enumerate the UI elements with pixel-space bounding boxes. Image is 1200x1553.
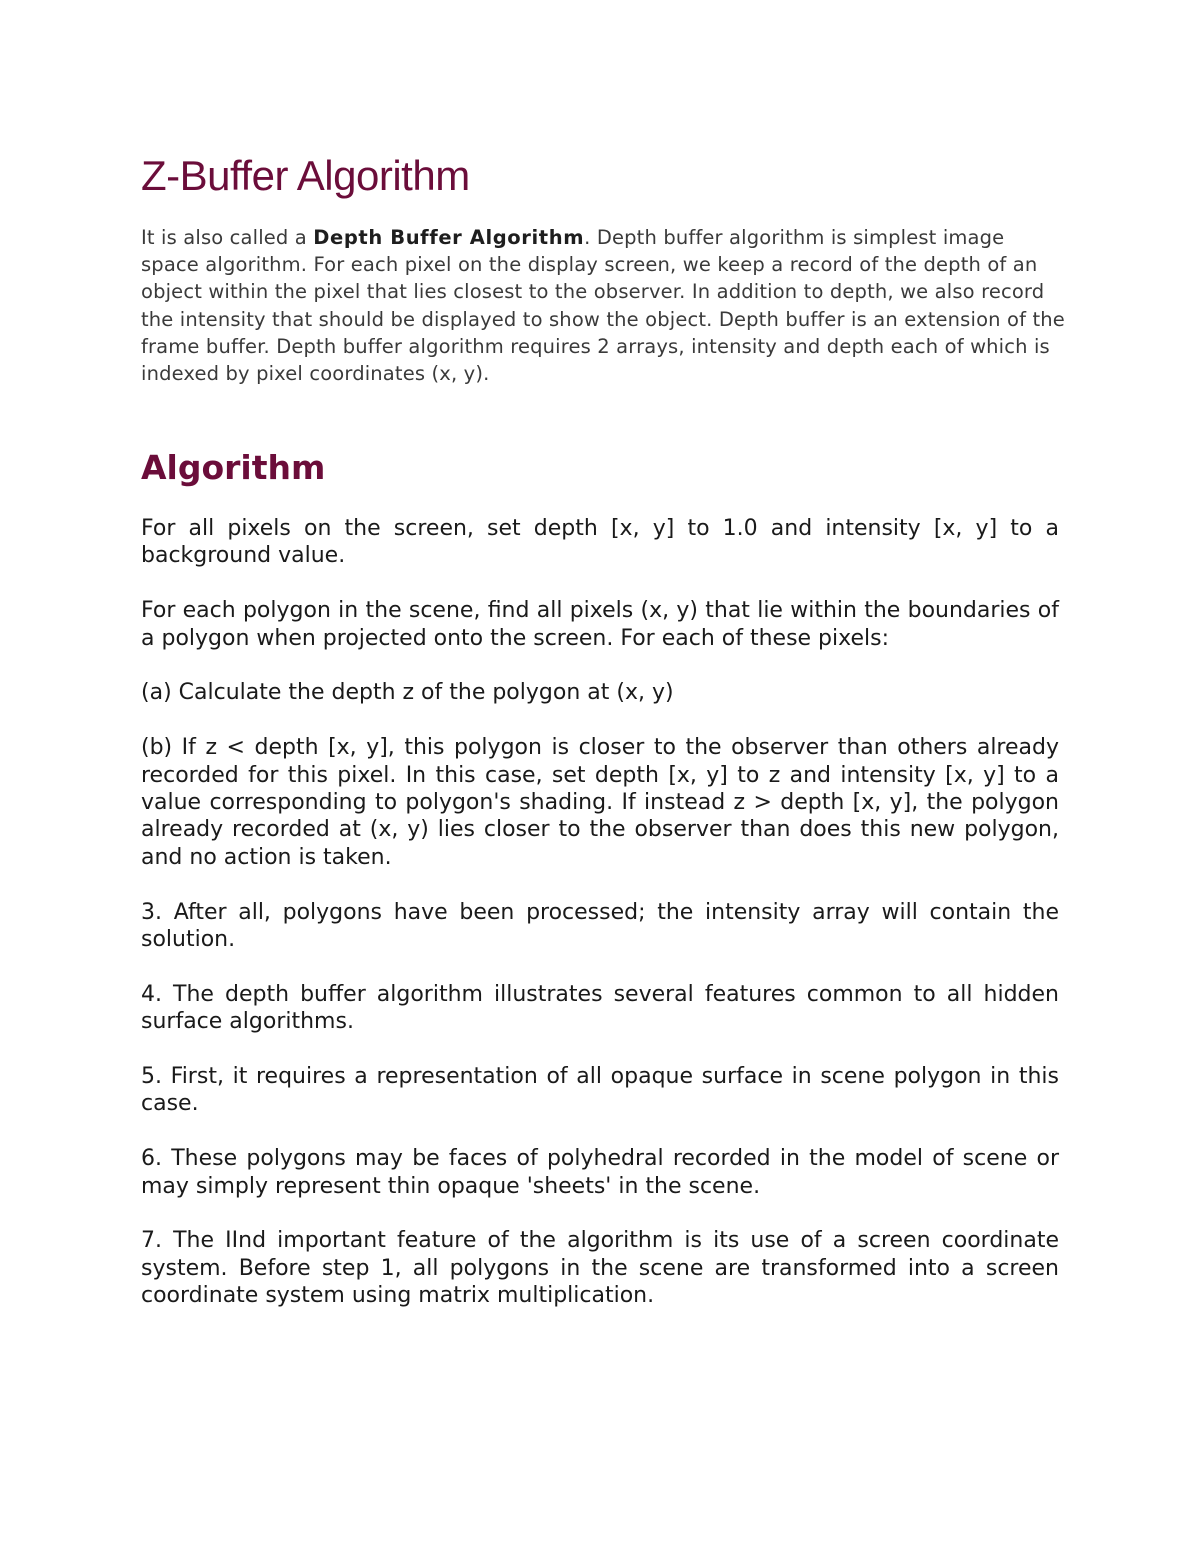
intro-prefix: It is also called a xyxy=(141,226,314,249)
algorithm-point-6: 6. These polygons may be faces of polyhedral recorded in the model of scene or may simply represent thin opaque 'sheets' in the scene. xyxy=(141,1146,1059,1199)
intro-bold-term: Depth Buffer Algorithm xyxy=(313,226,585,249)
algorithm-paragraph-2: For each polygon in the scene, find all pixels (x, y) that lie within the boundaries of a polygon when projected onto the screen. For each of these pixels: xyxy=(141,598,1059,651)
intro-rest: . Depth buffer algorithm is simplest image space algorithm. For each pixel on the display screen, we keep a record of the depth of an object within the pixel that lies closest to the observer. In addition to depth, we also record the intensity that should be displayed to show the object. Depth buffer is an extension of the frame buffer. Depth buffer algorithm requires 2 arrays, intensity and depth each of which is indexed by pixel coordinates (x, y). xyxy=(141,226,1065,386)
section-heading-algorithm: Algorithm xyxy=(141,448,326,487)
algorithm-point-7: 7. The IInd important feature of the algorithm is its use of a screen coordinate system. Before step 1, all polygons in the scene are transformed into a screen coordinate system using matrix multiplication. xyxy=(141,1228,1059,1309)
algorithm-point-4: 4. The depth buffer algorithm illustrates several features common to all hidden surface algorithms. xyxy=(141,981,1059,1035)
algorithm-step-a: (a) Calculate the depth z of the polygon at (x, y) xyxy=(141,680,674,706)
intro-paragraph xyxy=(141,224,1066,387)
algorithm-point-3: 3. After all, polygons have been processed; the intensity array will contain the solution. xyxy=(141,899,1059,953)
algorithm-paragraph-1: For all pixels on the screen, set depth [x, y] to 1.0 and intensity [x, y] to a background value. xyxy=(141,516,1059,569)
algorithm-point-5: 5. First, it requires a representation of all opaque surface in scene polygon in this case. xyxy=(141,1064,1059,1117)
page-title: Z-Buffer Algorithm xyxy=(141,152,470,199)
algorithm-body xyxy=(141,515,1059,1337)
algorithm-step-b: (b) If z < depth [x, y], this polygon is closer to the observer than others already recorded for this pixel. In this case, set depth [x, y] to z and intensity [x, y] to a value corresponding to polygon's shading. If instead z > depth [x, y], the polygon already recorded at (x, y) lies closer to the observer than does this new polygon, and no action is taken. xyxy=(141,735,1059,870)
